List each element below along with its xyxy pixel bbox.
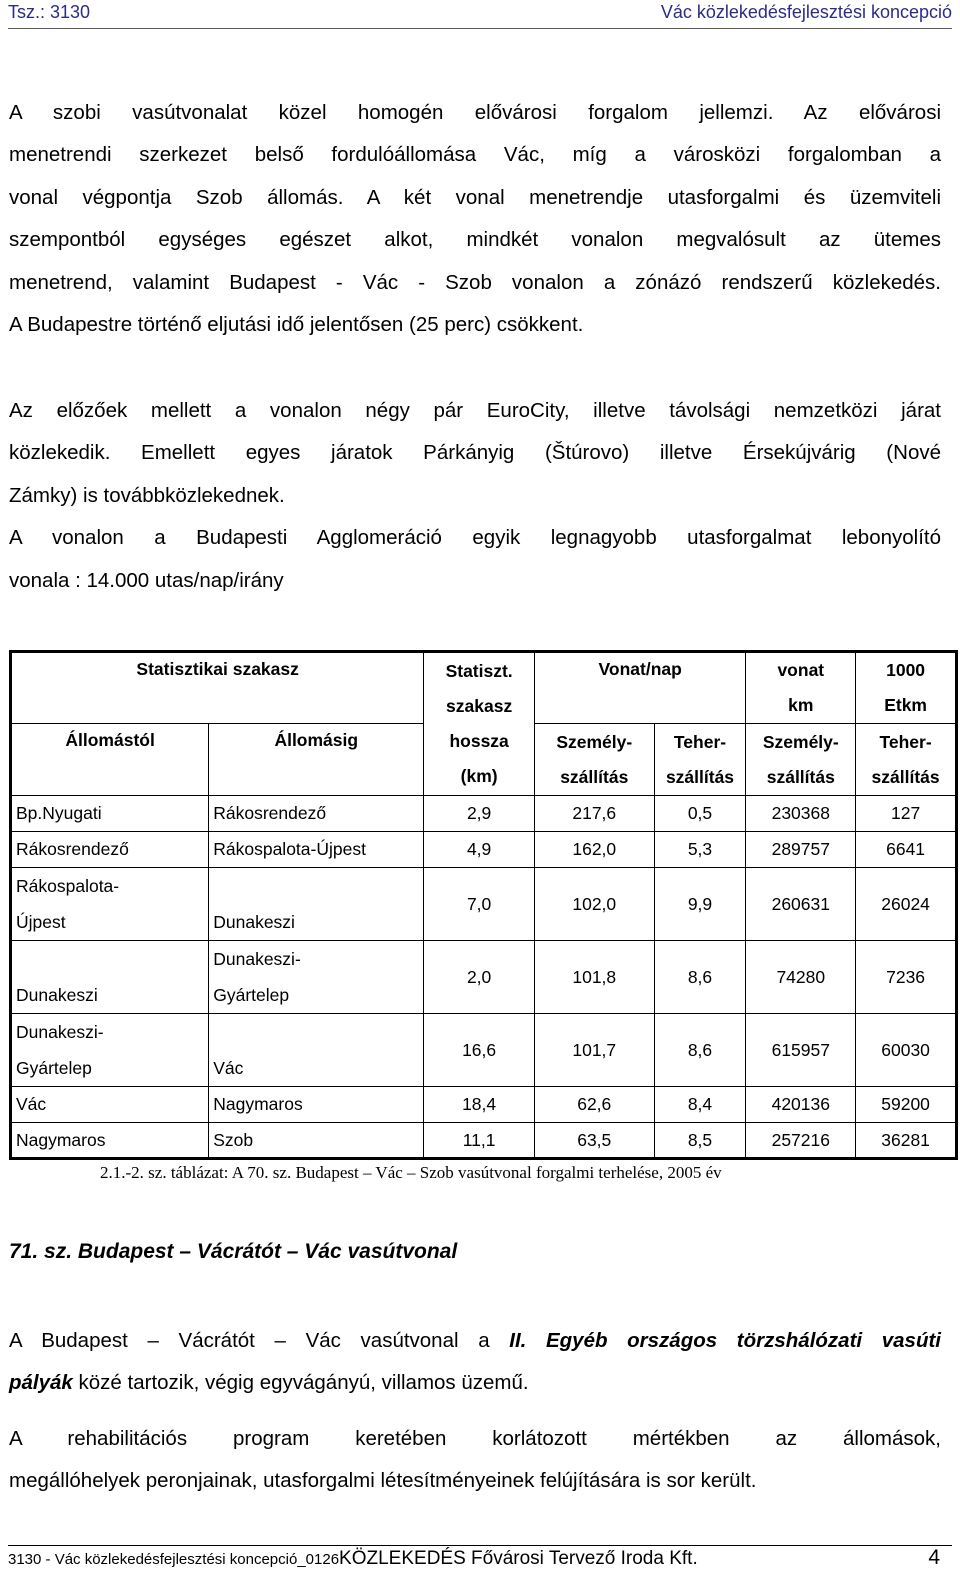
cell-from <box>11 1014 209 1087</box>
section-title: 71. sz. Budapest – Vácrátót – Vác vasútvonal <box>9 1240 458 1263</box>
paragraph-vacratot <box>9 1320 941 1405</box>
cell-etkm: 60030 <box>856 1014 957 1087</box>
text-line: szempontból egységes egészet alkot, mindkét vonalon megvalósult az ütemes <box>9 228 941 252</box>
header-to-station: Állomásig <box>209 724 424 796</box>
cell-freight: 8,6 <box>654 941 746 1014</box>
cell-line <box>16 941 204 977</box>
cell-freight: 9,9 <box>654 868 746 941</box>
cell-from: Nagymaros <box>11 1123 209 1159</box>
header-text: Személy- <box>556 731 633 752</box>
cell-to <box>209 868 424 941</box>
header-text: km <box>788 695 814 715</box>
page-header <box>8 0 952 29</box>
text-run: A Budapest – Vácrátót – Vác vasútvonal a <box>9 1329 510 1352</box>
cell-line: Gyártelep <box>213 985 290 1005</box>
header-section-length <box>424 652 535 796</box>
cell-etkm: 127 <box>856 796 957 832</box>
text-line: A vonalon a Budapesti Agglomeráció egyik legnagyobb utasforgalmat lebonyolító <box>9 526 941 550</box>
table-row <box>11 832 957 868</box>
cell-vkm: 257216 <box>746 1123 856 1159</box>
cell-pass: 63,5 <box>534 1123 654 1159</box>
cell-vkm: 74280 <box>746 941 856 1014</box>
cell-len: 18,4 <box>424 1087 535 1123</box>
footer-text <box>8 1548 698 1570</box>
cell-line: Vác <box>213 1058 244 1078</box>
cell-to: Rákospalota-Újpest <box>209 832 424 868</box>
cell-pass: 101,7 <box>534 1014 654 1087</box>
cell-to <box>209 1014 424 1087</box>
paragraph-rehabilitation <box>9 1418 941 1503</box>
header-text: szállítás <box>766 766 835 787</box>
cell-from: Rákosrendező <box>11 832 209 868</box>
cell-len: 4,9 <box>424 832 535 868</box>
text-line: vonal végpontja Szob állomás. A két vonal menetrendje utasforgalmi és üzemviteli <box>9 185 941 209</box>
cell-pass: 217,6 <box>534 796 654 832</box>
header-text: vonat <box>777 660 825 680</box>
cell-etkm: 59200 <box>856 1087 957 1123</box>
header-text: Statiszt. <box>445 661 513 681</box>
header-etkm <box>856 652 957 724</box>
cell-len: 2,0 <box>424 941 535 1014</box>
cell-pass: 102,0 <box>534 868 654 941</box>
text-line: A Budapestre történő eljutási idő jelentősen (25 perc) csökkent. <box>9 312 584 336</box>
cell-pass: 101,8 <box>534 941 654 1014</box>
cell-to: Rákosrendező <box>209 796 424 832</box>
cell-vkm: 615957 <box>746 1014 856 1087</box>
cell-etkm: 26024 <box>856 868 957 941</box>
text-line: közlekedik. Emellett egyes járatok Párkányig (Štúrovo) illetve Érsekújvárig (Nové <box>9 441 941 465</box>
header-text: szállítás <box>665 766 735 787</box>
table-caption: 2.1.-2. sz. táblázat: A 70. sz. Budapest – Vác – Szob vasútvonal forgalmi terhelése, 2005 év <box>100 1163 722 1182</box>
text-line: menetrend, valamint Budapest - Vác - Szob vonalon a zónázó rendszerű közlekedés. <box>9 270 941 294</box>
header-text: szállítás <box>871 766 940 787</box>
cell-vkm: 289757 <box>746 832 856 868</box>
cell-vkm: 420136 <box>746 1087 856 1123</box>
paragraph-szob-line <box>9 92 941 346</box>
cell-line: Gyártelep <box>16 1058 92 1078</box>
cell-freight: 5,3 <box>654 832 746 868</box>
cell-len: 7,0 <box>424 868 535 941</box>
cell-line <box>213 1014 419 1050</box>
text-line: A szobi vasútvonalat közel homogén elővárosi forgalom jellemzi. Az elővárosi <box>9 101 941 124</box>
header-text: hossza <box>449 731 509 751</box>
cell-pass: 62,6 <box>534 1087 654 1123</box>
header-passenger <box>534 724 654 796</box>
cell-etkm: 6641 <box>856 832 957 868</box>
header-freight <box>654 724 746 796</box>
footer-company: KÖZLEKEDÉS Fővárosi Tervező Iroda Kft. <box>339 1548 698 1569</box>
cell-line <box>213 868 419 904</box>
cell-from <box>11 941 209 1014</box>
cell-line: Dunakeszi <box>213 912 295 932</box>
cell-pass: 162,0 <box>534 832 654 868</box>
header-train-km-passenger <box>746 724 856 796</box>
cell-freight: 8,4 <box>654 1087 746 1123</box>
header-statistical-section: Statisztikai szakasz <box>11 652 424 724</box>
cell-line: Újpest <box>16 912 66 932</box>
document-id: Tsz.: 3130 <box>8 2 91 22</box>
table-row <box>11 1123 957 1159</box>
cell-freight: 8,6 <box>654 1014 746 1087</box>
table-row <box>11 941 957 1014</box>
cell-len: 11,1 <box>424 1123 535 1159</box>
page-number: 4 <box>928 1546 940 1569</box>
cell-to: Nagymaros <box>209 1087 424 1123</box>
cell-from <box>11 868 209 941</box>
traffic-load-table <box>9 650 958 1160</box>
cell-freight: 0,5 <box>654 796 746 832</box>
header-text: szállítás <box>560 766 629 787</box>
cell-etkm: 36281 <box>856 1123 957 1159</box>
text-line: menetrendi szerkezet belső fordulóállomása Vác, míg a városközi forgalomban a <box>9 143 941 167</box>
cell-from: Bp.Nyugati <box>11 796 209 832</box>
text-line: A rehabilitációs program keretében korlátozott mértékben az állomások, <box>9 1427 941 1450</box>
footer-doc-ref: 3130 - Vác közlekedésfejlesztési koncepció_0126 <box>8 1551 340 1568</box>
cell-to <box>209 941 424 1014</box>
cell-line: Dunakeszi- <box>16 1022 104 1042</box>
cell-len: 2,9 <box>424 796 535 832</box>
classification-text: pályák <box>9 1371 73 1395</box>
header-text: Személy- <box>762 731 839 752</box>
text-line: vonala : 14.000 utas/nap/irány <box>9 568 284 592</box>
table-row <box>11 1014 957 1087</box>
table-row <box>11 796 957 832</box>
header-etkm-freight <box>856 724 957 796</box>
cell-line: Dunakeszi- <box>213 949 301 969</box>
header-text: Teher- <box>673 731 727 752</box>
text-line <box>9 1320 941 1362</box>
footer-divider <box>8 1545 952 1546</box>
text-line: megállóhelyek peronjainak, utasforgalmi létesítményeinek felújítására is sor került. <box>9 1469 757 1493</box>
header-text: szakasz <box>446 696 513 716</box>
cell-freight: 8,5 <box>654 1123 746 1159</box>
document-title: Vác közlekedésfejlesztési koncepció <box>660 2 952 22</box>
classification-text: II. Egyéb országos törzshálózati vasúti <box>509 1329 941 1352</box>
page-footer <box>8 1548 940 1570</box>
header-text: (km) <box>460 766 498 786</box>
table-row <box>11 868 957 941</box>
table-row <box>11 1087 957 1123</box>
cell-vkm: 260631 <box>746 868 856 941</box>
cell-len: 16,6 <box>424 1014 535 1087</box>
text-run: közé tartozik, végig egyvágányú, villamos üzemű. <box>72 1371 529 1395</box>
header-text: 1000 <box>886 660 926 680</box>
text-line: Az előzőek mellett a vonalon négy pár EuroCity, illetve távolsági nemzetközi járat <box>9 399 941 422</box>
header-trains-per-day: Vonat/nap <box>534 652 745 724</box>
cell-line: Dunakeszi <box>16 985 98 1005</box>
text-line: Zámky) is továbbközlekednek. <box>9 483 285 507</box>
header-text: Etkm <box>884 695 927 715</box>
header-text: Teher- <box>879 731 932 752</box>
cell-from: Vác <box>11 1087 209 1123</box>
cell-to: Szob <box>209 1123 424 1159</box>
paragraph-eurocity <box>9 390 941 602</box>
cell-line: Rákospalota- <box>16 876 120 896</box>
text-line <box>9 1362 941 1404</box>
cell-vkm: 230368 <box>746 796 856 832</box>
header-train-km <box>746 652 856 724</box>
cell-etkm: 7236 <box>856 941 957 1014</box>
header-from-station: Állomástól <box>11 724 209 796</box>
